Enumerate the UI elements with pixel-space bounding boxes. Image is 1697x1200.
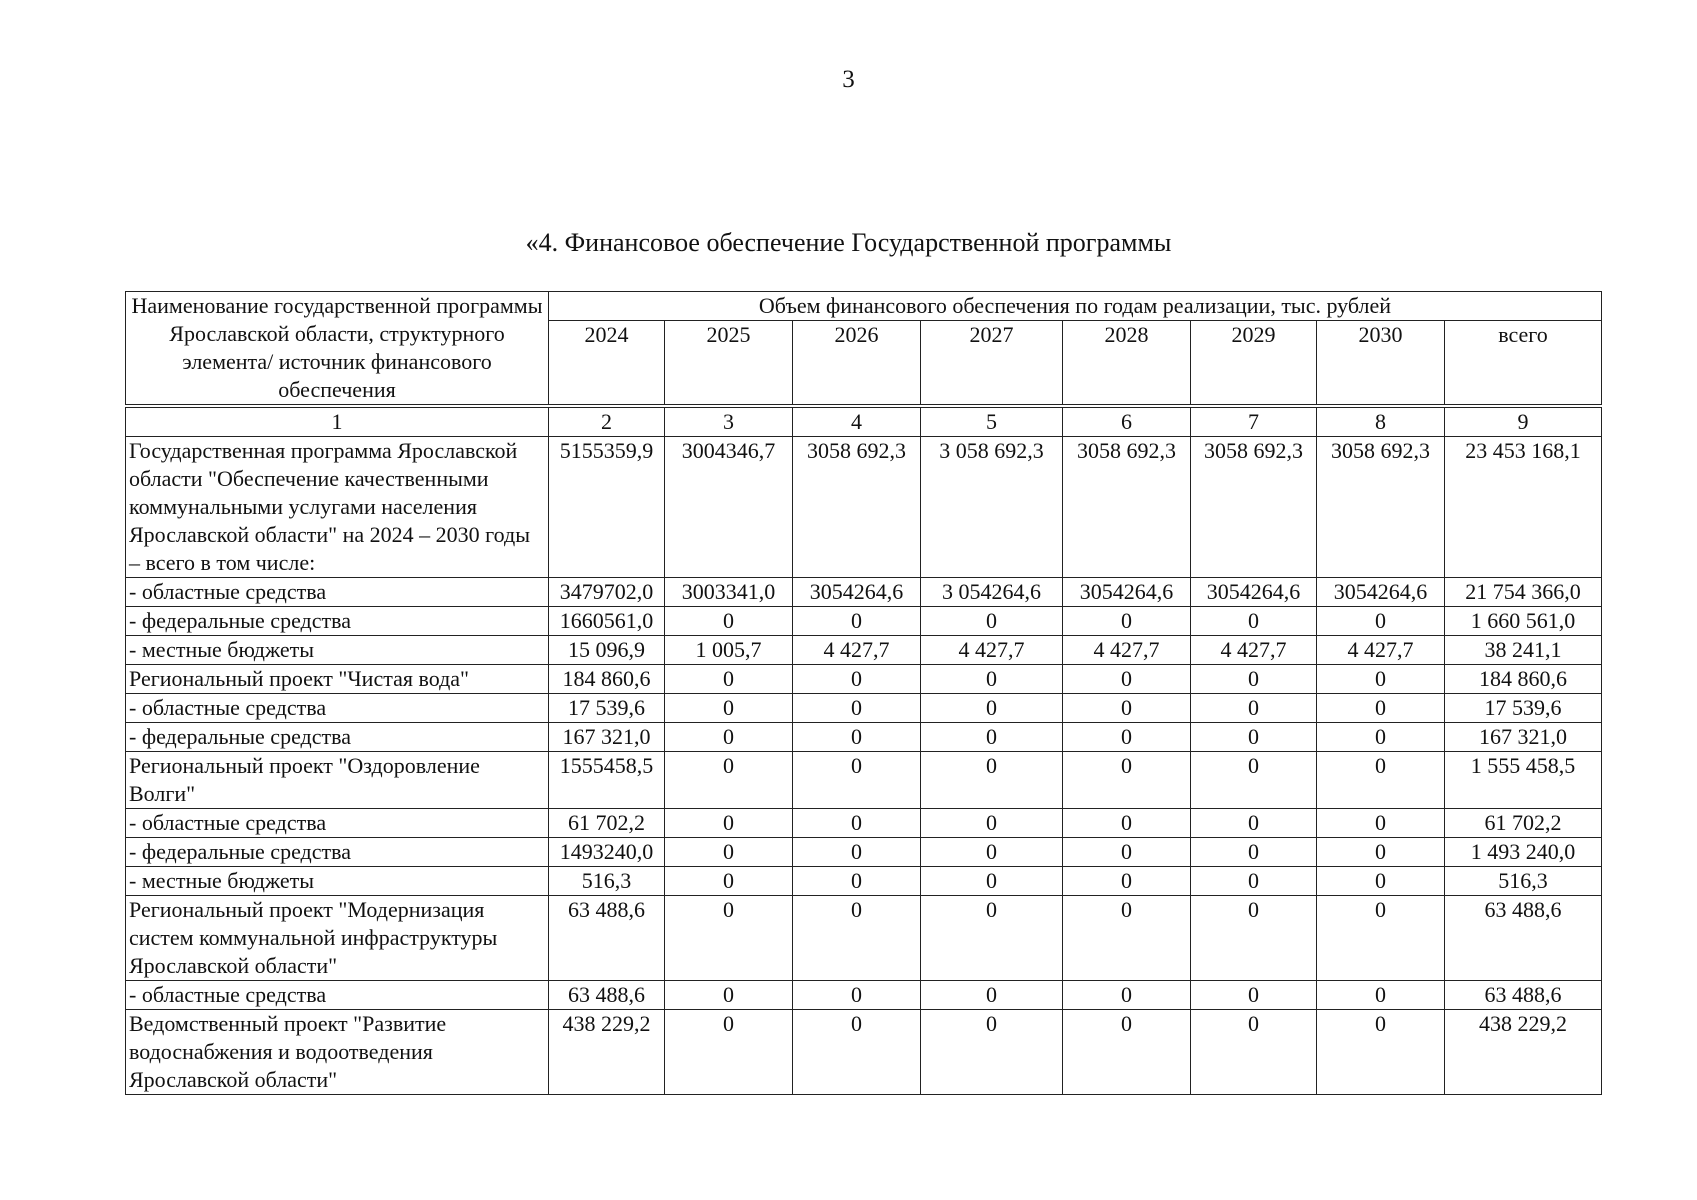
column-number: 7 bbox=[1191, 406, 1317, 437]
row-value-cell: 0 bbox=[793, 665, 921, 694]
row-value-cell: 3 054264,6 bbox=[921, 578, 1063, 607]
table-row bbox=[126, 867, 1602, 896]
header-year: 2029 bbox=[1191, 321, 1317, 406]
row-value-cell: 0 bbox=[1063, 896, 1191, 981]
row-name-cell: - местные бюджеты bbox=[126, 867, 549, 896]
row-value-cell: 3054264,6 bbox=[1063, 578, 1191, 607]
column-number: 2 bbox=[549, 406, 665, 437]
row-value-cell: 0 bbox=[1063, 752, 1191, 809]
row-value-cell: 0 bbox=[1191, 981, 1317, 1010]
column-number: 6 bbox=[1063, 406, 1191, 437]
header-name-column: Наименование государственной программы Ярославской области, структурного элемента/ источник финансового обеспечения bbox=[126, 292, 549, 407]
column-numbers-row bbox=[126, 406, 1602, 437]
row-value-cell: 0 bbox=[921, 752, 1063, 809]
table-row bbox=[126, 752, 1602, 809]
row-name-cell: - федеральные средства bbox=[126, 723, 549, 752]
table-row bbox=[126, 437, 1602, 578]
row-name-cell: - областные средства bbox=[126, 578, 549, 607]
row-total-cell: 1 555 458,5 bbox=[1445, 752, 1602, 809]
row-value-cell: 0 bbox=[1063, 809, 1191, 838]
row-value-cell: 0 bbox=[1063, 838, 1191, 867]
row-value-cell: 3003341,0 bbox=[665, 578, 793, 607]
row-value-cell: 0 bbox=[793, 981, 921, 1010]
row-value-cell: 0 bbox=[1063, 607, 1191, 636]
row-name-cell: - областные средства bbox=[126, 694, 549, 723]
row-value-cell: 0 bbox=[793, 896, 921, 981]
row-value-cell: 0 bbox=[793, 838, 921, 867]
row-value-cell: 1555458,5 bbox=[549, 752, 665, 809]
row-value-cell: 0 bbox=[793, 607, 921, 636]
page-number: 3 bbox=[842, 66, 855, 93]
row-total-cell: 23 453 168,1 bbox=[1445, 437, 1602, 578]
row-name-cell: Государственная программа Ярославской области "Обеспечение качественными коммунальными услугами населения Ярославской области" на 2024 – 2030 годы – всего в том числе: bbox=[126, 437, 549, 578]
row-value-cell: 0 bbox=[1317, 694, 1445, 723]
header-year: 2028 bbox=[1063, 321, 1191, 406]
row-total-cell: 438 229,2 bbox=[1445, 1010, 1602, 1095]
row-value-cell: 3058 692,3 bbox=[1063, 437, 1191, 578]
row-total-cell: 516,3 bbox=[1445, 867, 1602, 896]
table-row bbox=[126, 607, 1602, 636]
row-value-cell: 516,3 bbox=[549, 867, 665, 896]
row-value-cell: 3058 692,3 bbox=[793, 437, 921, 578]
row-value-cell: 0 bbox=[793, 809, 921, 838]
row-value-cell: 0 bbox=[1063, 867, 1191, 896]
row-value-cell: 0 bbox=[1317, 607, 1445, 636]
row-value-cell: 0 bbox=[665, 838, 793, 867]
row-value-cell: 0 bbox=[921, 867, 1063, 896]
row-value-cell: 0 bbox=[665, 809, 793, 838]
row-value-cell: 0 bbox=[1317, 723, 1445, 752]
column-number: 1 bbox=[126, 406, 549, 437]
row-value-cell: 3054264,6 bbox=[1191, 578, 1317, 607]
row-value-cell: 0 bbox=[665, 607, 793, 636]
row-value-cell: 0 bbox=[1191, 896, 1317, 981]
row-value-cell: 4 427,7 bbox=[793, 636, 921, 665]
financing-table bbox=[125, 291, 1602, 1095]
row-value-cell: 0 bbox=[1063, 981, 1191, 1010]
table-row bbox=[126, 578, 1602, 607]
column-number: 4 bbox=[793, 406, 921, 437]
row-value-cell: 0 bbox=[1317, 867, 1445, 896]
row-value-cell: 0 bbox=[921, 981, 1063, 1010]
row-total-cell: 63 488,6 bbox=[1445, 981, 1602, 1010]
row-value-cell: 0 bbox=[793, 752, 921, 809]
header-total: всего bbox=[1445, 321, 1602, 406]
row-value-cell: 0 bbox=[793, 694, 921, 723]
row-value-cell: 1493240,0 bbox=[549, 838, 665, 867]
row-total-cell: 63 488,6 bbox=[1445, 896, 1602, 981]
row-total-cell: 167 321,0 bbox=[1445, 723, 1602, 752]
row-value-cell: 63 488,6 bbox=[549, 896, 665, 981]
row-value-cell: 4 427,7 bbox=[1317, 636, 1445, 665]
row-value-cell: 0 bbox=[793, 867, 921, 896]
row-value-cell: 0 bbox=[1063, 665, 1191, 694]
row-value-cell: 0 bbox=[921, 723, 1063, 752]
row-value-cell: 0 bbox=[921, 809, 1063, 838]
row-value-cell: 3004346,7 bbox=[665, 437, 793, 578]
row-value-cell: 0 bbox=[1191, 694, 1317, 723]
row-name-cell: - областные средства bbox=[126, 981, 549, 1010]
row-name-cell: - федеральные средства bbox=[126, 607, 549, 636]
row-value-cell: 17 539,6 bbox=[549, 694, 665, 723]
table-row bbox=[126, 694, 1602, 723]
row-value-cell: 0 bbox=[665, 896, 793, 981]
row-value-cell: 3479702,0 bbox=[549, 578, 665, 607]
header-year: 2027 bbox=[921, 321, 1063, 406]
table-row bbox=[126, 838, 1602, 867]
row-total-cell: 1 660 561,0 bbox=[1445, 607, 1602, 636]
row-value-cell: 1 005,7 bbox=[665, 636, 793, 665]
row-value-cell: 0 bbox=[1191, 607, 1317, 636]
row-value-cell: 1660561,0 bbox=[549, 607, 665, 636]
row-value-cell: 15 096,9 bbox=[549, 636, 665, 665]
table-body bbox=[126, 406, 1602, 1095]
row-value-cell: 0 bbox=[1063, 1010, 1191, 1095]
header-year: 2025 bbox=[665, 321, 793, 406]
column-number: 9 bbox=[1445, 406, 1602, 437]
row-total-cell: 61 702,2 bbox=[1445, 809, 1602, 838]
row-total-cell: 17 539,6 bbox=[1445, 694, 1602, 723]
header-volume-column: Объем финансового обеспечения по годам реализации, тыс. рублей bbox=[549, 292, 1602, 321]
header-year: 2024 bbox=[549, 321, 665, 406]
row-value-cell: 184 860,6 bbox=[549, 665, 665, 694]
row-total-cell: 1 493 240,0 bbox=[1445, 838, 1602, 867]
row-value-cell: 0 bbox=[1317, 752, 1445, 809]
row-value-cell: 0 bbox=[921, 896, 1063, 981]
row-value-cell: 3058 692,3 bbox=[1191, 437, 1317, 578]
row-value-cell: 0 bbox=[1317, 665, 1445, 694]
row-value-cell: 0 bbox=[1191, 723, 1317, 752]
table-row bbox=[126, 636, 1602, 665]
row-value-cell: 4 427,7 bbox=[921, 636, 1063, 665]
table-row bbox=[126, 896, 1602, 981]
row-value-cell: 0 bbox=[921, 607, 1063, 636]
row-value-cell: 0 bbox=[1063, 723, 1191, 752]
row-value-cell: 0 bbox=[1191, 752, 1317, 809]
column-number: 8 bbox=[1317, 406, 1445, 437]
row-value-cell: 0 bbox=[1191, 665, 1317, 694]
column-number: 5 bbox=[921, 406, 1063, 437]
row-value-cell: 0 bbox=[1191, 867, 1317, 896]
row-total-cell: 38 241,1 bbox=[1445, 636, 1602, 665]
row-name-cell: Региональный проект "Модернизация систем коммунальной инфраструктуры Ярославской области" bbox=[126, 896, 549, 981]
row-name-cell: - областные средства bbox=[126, 809, 549, 838]
row-value-cell: 0 bbox=[1191, 1010, 1317, 1095]
row-value-cell: 0 bbox=[665, 981, 793, 1010]
row-value-cell: 0 bbox=[1317, 981, 1445, 1010]
row-value-cell: 0 bbox=[665, 694, 793, 723]
row-value-cell: 4 427,7 bbox=[1063, 636, 1191, 665]
table-row bbox=[126, 981, 1602, 1010]
row-total-cell: 184 860,6 bbox=[1445, 665, 1602, 694]
row-name-cell: Региональный проект "Оздоровление Волги" bbox=[126, 752, 549, 809]
row-value-cell: 0 bbox=[1191, 809, 1317, 838]
header-year: 2026 bbox=[793, 321, 921, 406]
section-title: «4. Финансовое обеспечение Государственной программы bbox=[525, 228, 1172, 257]
row-name-cell: - местные бюджеты bbox=[126, 636, 549, 665]
row-value-cell: 63 488,6 bbox=[549, 981, 665, 1010]
table-header bbox=[126, 292, 1602, 407]
row-total-cell: 21 754 366,0 bbox=[1445, 578, 1602, 607]
header-year: 2030 bbox=[1317, 321, 1445, 406]
row-value-cell: 0 bbox=[1191, 838, 1317, 867]
row-value-cell: 3058 692,3 bbox=[1317, 437, 1445, 578]
row-value-cell: 0 bbox=[921, 665, 1063, 694]
row-value-cell: 0 bbox=[1317, 896, 1445, 981]
row-value-cell: 0 bbox=[665, 752, 793, 809]
row-value-cell: 167 321,0 bbox=[549, 723, 665, 752]
row-value-cell: 0 bbox=[921, 1010, 1063, 1095]
row-value-cell: 0 bbox=[665, 867, 793, 896]
row-value-cell: 0 bbox=[1063, 694, 1191, 723]
row-value-cell: 61 702,2 bbox=[549, 809, 665, 838]
row-value-cell: 3054264,6 bbox=[1317, 578, 1445, 607]
row-value-cell: 4 427,7 bbox=[1191, 636, 1317, 665]
row-value-cell: 0 bbox=[665, 665, 793, 694]
column-number: 3 bbox=[665, 406, 793, 437]
row-value-cell: 3054264,6 bbox=[793, 578, 921, 607]
row-name-cell: Ведомственный проект "Развитие водоснабжения и водоотведения Ярославской области" bbox=[126, 1010, 549, 1095]
row-value-cell: 3 058 692,3 bbox=[921, 437, 1063, 578]
row-value-cell: 0 bbox=[665, 1010, 793, 1095]
row-name-cell: - федеральные средства bbox=[126, 838, 549, 867]
row-value-cell: 0 bbox=[921, 694, 1063, 723]
row-value-cell: 0 bbox=[665, 723, 793, 752]
row-value-cell: 0 bbox=[921, 838, 1063, 867]
row-value-cell: 438 229,2 bbox=[549, 1010, 665, 1095]
table-row bbox=[126, 809, 1602, 838]
row-value-cell: 0 bbox=[1317, 838, 1445, 867]
row-value-cell: 0 bbox=[793, 723, 921, 752]
row-name-cell: Региональный проект "Чистая вода" bbox=[126, 665, 549, 694]
row-value-cell: 0 bbox=[793, 1010, 921, 1095]
row-value-cell: 0 bbox=[1317, 1010, 1445, 1095]
table-row bbox=[126, 723, 1602, 752]
table-row bbox=[126, 665, 1602, 694]
table-row bbox=[126, 1010, 1602, 1095]
row-value-cell: 0 bbox=[1317, 809, 1445, 838]
row-value-cell: 5155359,9 bbox=[549, 437, 665, 578]
